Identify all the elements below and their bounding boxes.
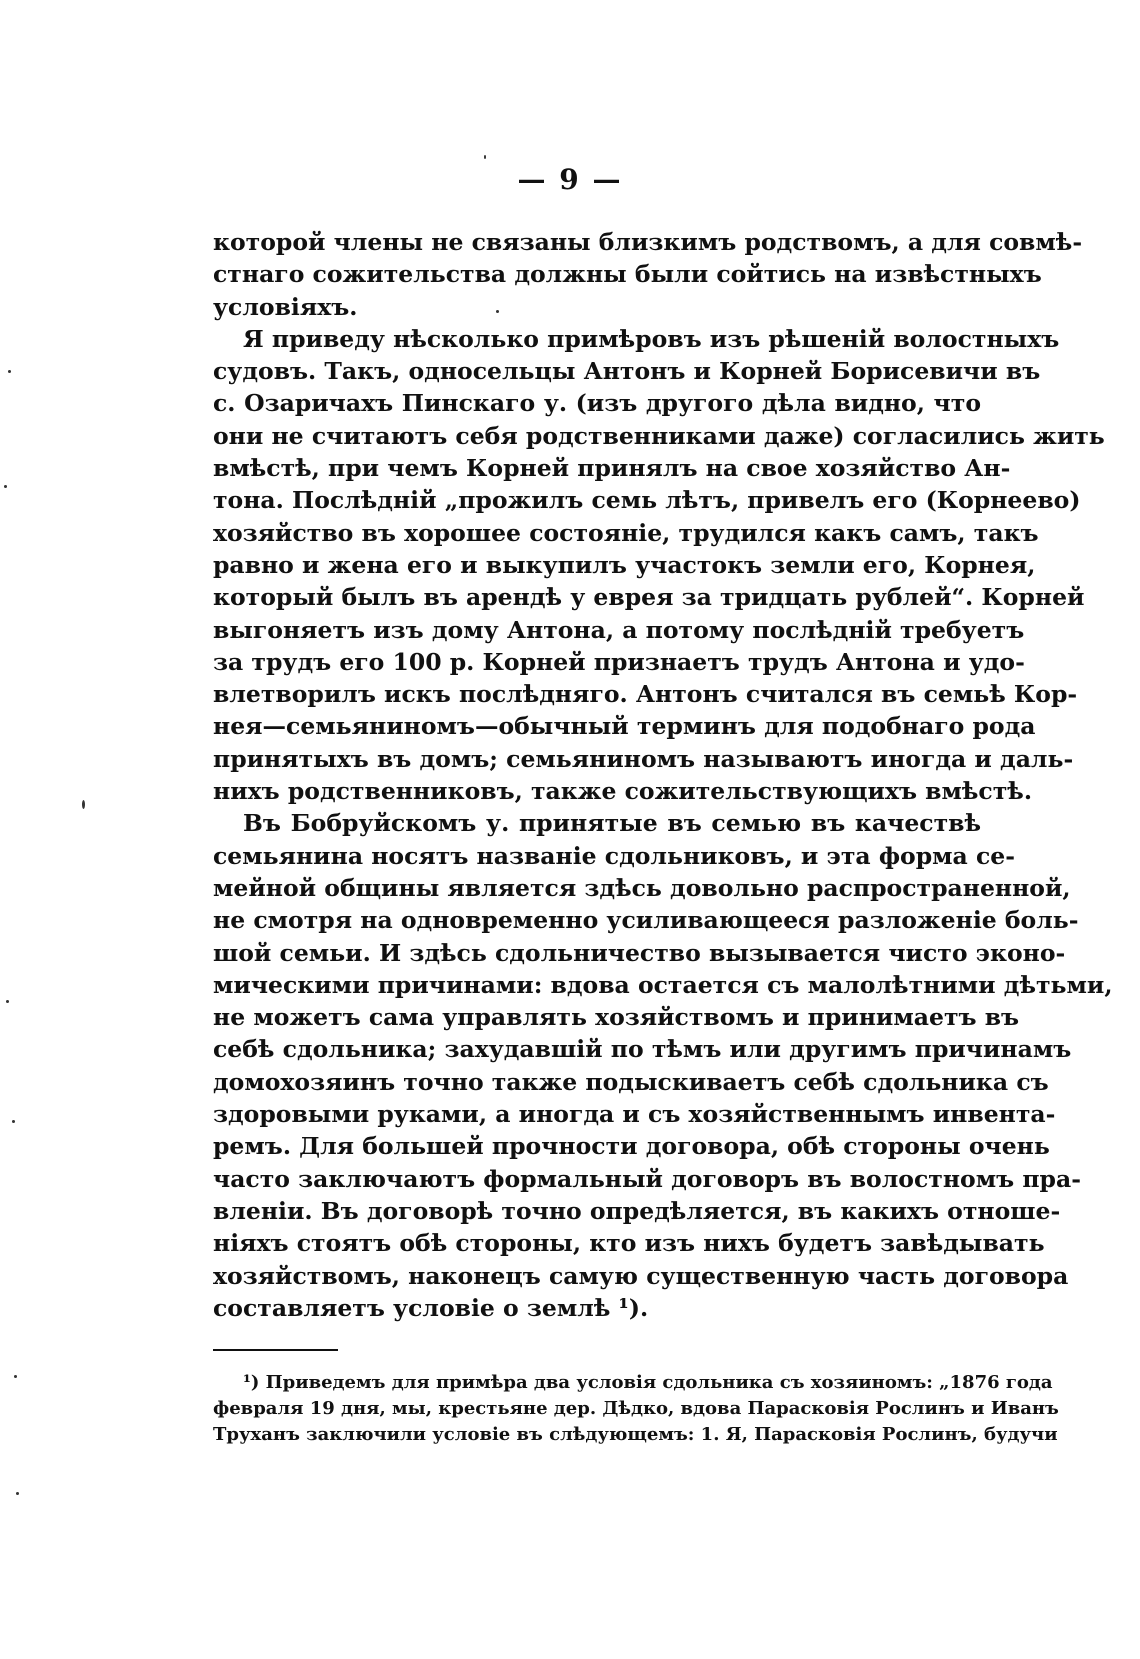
text-line: часто заключаютъ формальный договоръ въ волостномъ пра-: [213, 1164, 1081, 1193]
footnote-divider: [213, 1349, 338, 1351]
text-line: вмѣстѣ, при чемъ Корней принялъ на свое хозяйство Ан-: [213, 454, 1011, 483]
text-line: семьянина носятъ названіе сдольниковъ, и эта форма се-: [213, 841, 1015, 870]
scan-speck: [484, 155, 486, 159]
footnote-line: ¹) Приведемъ для примѣра два условія сдольника съ хозяиномъ: „1876 года: [243, 1372, 1053, 1393]
text-line: они не считаютъ себя родственниками даже) согласились жить: [213, 421, 1105, 450]
text-line: за трудъ его 100 р. Корней признаетъ трудъ Антона и удо-: [213, 647, 1025, 676]
text-line: шой семьи. И здѣсь сдольничество вызывается чисто эконо-: [213, 938, 1066, 967]
text-line: составляетъ условіе о землѣ ¹).: [213, 1293, 649, 1322]
scan-speck: [4, 485, 7, 488]
text-line: с. Озаричахъ Пинскаго у. (изъ другого дѣла видно, что: [213, 389, 981, 418]
text-line: стнаго сожительства должны были сойтись на извѣстныхъ: [213, 260, 1042, 289]
scan-speck: [82, 800, 85, 809]
text-line: себѣ сдольника; захудавшій по тѣмъ или другимъ причинамъ: [213, 1035, 1072, 1064]
scan-speck: [6, 1000, 9, 1003]
footnote: [213, 1370, 1059, 1448]
paragraph: [213, 226, 1083, 323]
main-text: [213, 226, 1113, 1324]
paragraph: [213, 807, 1113, 1324]
text-line: не можетъ сама управлять хозяйствомъ и принимаетъ въ: [213, 1003, 1020, 1032]
text-line: принятыхъ въ домъ; семьяниномъ называютъ иногда и даль-: [213, 744, 1074, 773]
text-line: ремъ. Для большей прочности договора, обѣ стороны очень: [213, 1132, 1050, 1161]
scan-speck: [496, 310, 499, 313]
scan-speck: [14, 1375, 17, 1378]
text-line: нихъ родственниковъ, также сожительствующихъ вмѣстѣ.: [213, 777, 1033, 806]
footnote-line: Труханъ заключили условіе въ слѣдующемъ: 1. Я, Парасковія Рослинъ, будучи: [213, 1424, 1058, 1445]
text-line: равно и жена его и выкупилъ участокъ земли его, Корнея,: [213, 550, 1036, 579]
page-number: — 9 —: [517, 163, 623, 196]
text-line: судовъ. Такъ, односельцы Антонъ и Корней Борисевичи въ: [213, 357, 1041, 386]
text-line: домохозяинъ точно также подыскиваетъ себѣ сдольника съ: [213, 1067, 1049, 1096]
text-line: тона. Послѣдній „прожилъ семь лѣтъ, привелъ его (Корнеево): [213, 486, 1081, 515]
scan-speck: [8, 370, 11, 373]
text-line: хозяйствомъ, наконецъ самую существенную часть договора: [213, 1261, 1069, 1290]
text-line: здоровыми руками, а иногда и съ хозяйственнымъ инвента-: [213, 1100, 1056, 1129]
scan-speck: [12, 1120, 15, 1123]
text-line: хозяйство въ хорошее состояніе, трудился какъ самъ, такъ: [213, 518, 1039, 547]
text-line: влетворилъ искъ послѣдняго. Антонъ считался въ семьѣ Кор-: [213, 680, 1078, 709]
paragraph: [213, 323, 1105, 807]
text-line: Въ Бобруйскомъ у. принятые въ семью въ качествѣ: [243, 809, 981, 838]
text-line: мейной общины является здѣсь довольно распространенной,: [213, 873, 1071, 902]
text-line: выгоняетъ изъ дому Антона, а потому послѣдній требуетъ: [213, 615, 1025, 644]
scan-speck: [16, 1492, 19, 1495]
text-line: Я приведу нѣсколько примѣровъ изъ рѣшеній волостныхъ: [243, 324, 1060, 353]
text-line: нея—семьяниномъ—обычный терминъ для подобнаго рода: [213, 712, 1036, 741]
text-line: который былъ въ арендѣ у еврея за тридцать рублей“. Корней: [213, 583, 1085, 612]
text-line: не смотря на одновременно усиливающееся разложеніе боль-: [213, 906, 1079, 935]
text-line: ніяхъ стоятъ обѣ стороны, кто изъ нихъ будетъ завѣдывать: [213, 1229, 1045, 1258]
text-line: вленіи. Въ договорѣ точно опредѣляется, въ какихъ отноше-: [213, 1196, 1061, 1225]
text-line: которой члены не связаны близкимъ родствомъ, а для совмѣ-: [213, 228, 1083, 256]
footnote-line: февраля 19 дня, мы, крестьяне дер. Дѣдко, вдова Парасковія Рослинъ и Иванъ: [213, 1398, 1059, 1419]
text-line: условіяхъ.: [213, 292, 358, 321]
text-line: мическими причинами: вдова остается съ малолѣтними дѣтьми,: [213, 970, 1113, 999]
